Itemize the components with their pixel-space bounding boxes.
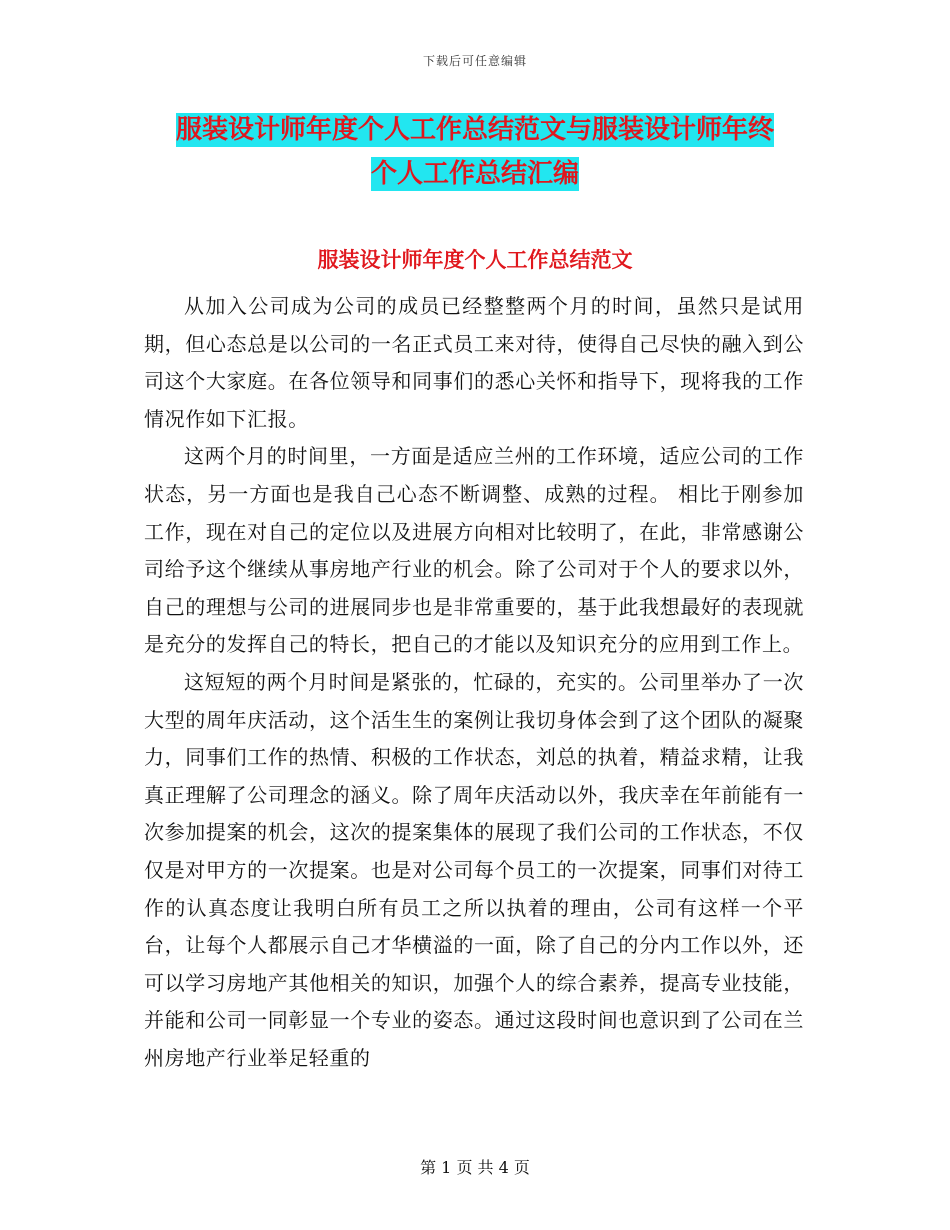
document-title-line2: 个人工作总结汇编 [370,159,579,189]
header-note: 下载后可任意编辑 [422,54,527,68]
body-text [144,288,804,1077]
paragraph: 这短短的两个月时间是紧张的，忙碌的，充实的。公司里举办了一次大型的周年庆活动，这个活生生的案例让我切身体会到了这个团队的凝聚力，同事们工作的热情、积极的工作状态，刘总的执着，精益求精，让我真正理解了公司理念的涵义。除了周年庆活动以外，我庆幸在年前能有一次参加提案的机会，这次的提案集体的展现了我们公司的工作状态，不仅仅是对甲方的一次提案。也是对公司每个员工的一次提案，同事们对待工作的认真态度让我明白所有员工之所以执着的理由，公司有这样一个平台，让每个人都展示自己才华横溢的一面，除了自己的分内工作以外，还可以学习房地产其他相关的知识，加强个人的综合素养，提高专业技能，并能和公司一同彰显一个专业的姿态。通过这段时间也意识到了公司在兰州房地产行业举足轻重的 [144,669,804,1070]
document-title-line1: 服装设计师年度个人工作总结范文与服装设计师年终 [175,115,774,145]
section-title: 服装设计师年度个人工作总结范文 [317,248,633,272]
paragraph: 这两个月的时间里，一方面是适应兰州的工作环境，适应公司的工作状态，另一方面也是我自己心态不断调整、成熟的过程。 相比于刚参加工作，现在对自己的定位以及进展方向相对比较明了，在此，非常感谢公司给予这个继续从事房地产行业的机会。除了公司对于个人的要求以外，自己的理想与公司的进展同步也是非常重要的，基于此我想最好的表现就是充分的发挥自己的特长，把自己的才能以及知识充分的应用到工作上。 [144,444,804,657]
page-number: 第 1 页 共 4 页 [420,1158,530,1177]
paragraph: 从加入公司成为公司的成员已经整整两个月的时间，虽然只是试用期，但心态总是以公司的一名正式员工来对待，使得自己尽快的融入到公司这个大家庭。在各位领导和同事们的悉心关怀和指导下，现将我的工作情况作如下汇报。 [144,294,804,431]
document-title [130,108,820,196]
